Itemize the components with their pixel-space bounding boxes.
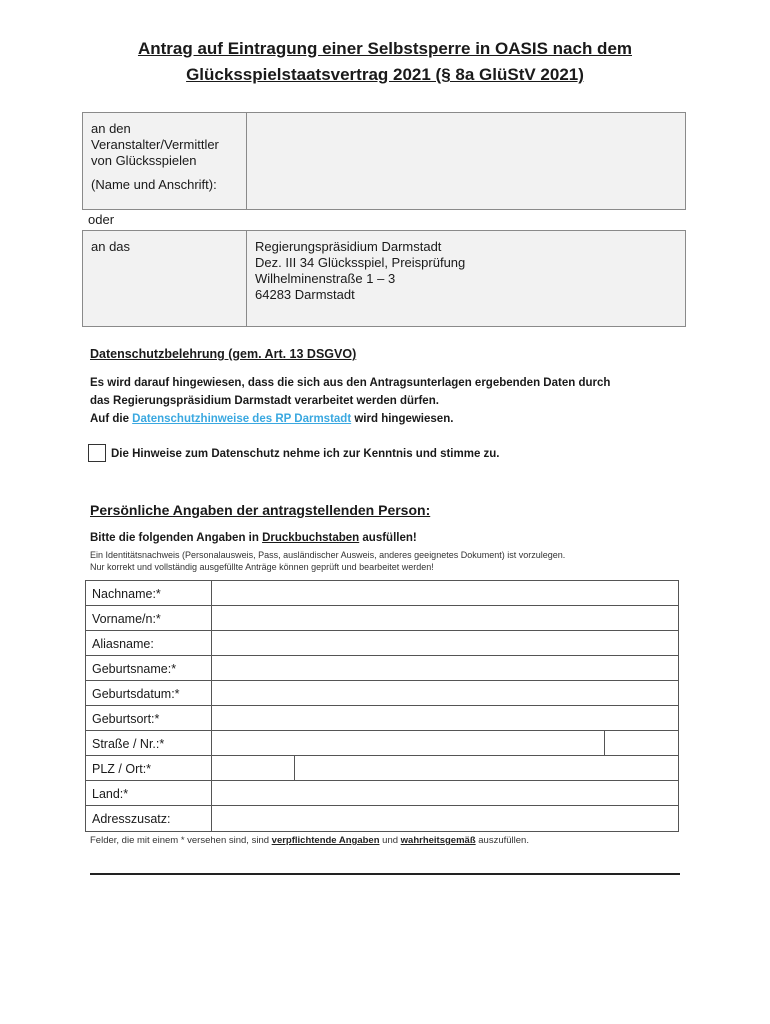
datenschutz-text <box>90 374 690 428</box>
rp-address <box>247 231 685 326</box>
recipient-label-line: von Glücksspielen <box>91 153 197 168</box>
form-row-geburtsort <box>86 706 678 731</box>
datenschutz-text-line: Es wird darauf hingewiesen, dass die sich aus den Antragsunterlagen ergebenden Daten durch <box>90 377 611 389</box>
document-title <box>60 36 710 88</box>
land-input[interactable] <box>212 781 678 805</box>
adresszusatz-input[interactable] <box>212 806 678 831</box>
address-line: Wilhelminenstraße 1 – 3 <box>255 271 396 286</box>
datenschutz-consent-checkbox[interactable] <box>88 444 106 462</box>
geburtsname-input[interactable] <box>212 656 678 680</box>
form-row-strasse <box>86 731 678 756</box>
form-row-geburtsname <box>86 656 678 681</box>
consent-label: Die Hinweise zum Datenschutz nehme ich zur Kenntnis und stimme zu. <box>111 448 500 460</box>
adresszusatz-label: Adresszusatz: <box>86 806 212 831</box>
hausnummer-input[interactable] <box>604 731 678 755</box>
form-row-vorname <box>86 606 678 631</box>
geburtsort-label: Geburtsort:* <box>86 706 212 730</box>
oder-label: oder <box>88 212 115 227</box>
address-line: Dez. III 34 Glücksspiel, Preisprüfung <box>255 255 466 270</box>
address-line: Regierungspräsidium Darmstadt <box>255 239 442 254</box>
horizontal-rule <box>90 873 680 875</box>
recipient-box-operator <box>82 112 686 210</box>
datenschutz-text-line: das Regierungspräsidium Darmstadt verarbeitet werden dürfen. <box>90 395 439 407</box>
recipient-label <box>83 113 247 209</box>
land-label: Land:* <box>86 781 212 805</box>
ort-input[interactable] <box>294 756 678 780</box>
recipient-label-line: Veranstalter/Vermittler <box>91 137 219 152</box>
name-address-label: (Name und Anschrift): <box>91 177 217 192</box>
title-line-1: Antrag auf Eintragung einer Selbstsperre in OASIS nach dem <box>137 39 633 58</box>
vorname-input[interactable] <box>212 606 678 630</box>
form-row-aliasname <box>86 631 678 656</box>
vorname-label: Vorname/n:* <box>86 606 212 630</box>
aliasname-input[interactable] <box>212 631 678 655</box>
aliasname-label: Aliasname: <box>86 631 212 655</box>
nachname-label: Nachname:* <box>86 581 212 605</box>
geburtsort-input[interactable] <box>212 706 678 730</box>
form-row-land <box>86 781 678 806</box>
strasse-label: Straße / Nr.:* <box>86 731 212 755</box>
operator-name-address-field[interactable] <box>247 113 685 209</box>
form-row-plz <box>86 756 678 781</box>
geburtsdatum-label: Geburtsdatum:* <box>86 681 212 705</box>
personal-data-note: Ein Identitätsnachweis (Personalausweis, Pass, ausländischer Ausweis, anderes geeignetes Dokument) ist vorzulegen. Nur korrekt und vollständig ausgefüllte Anträge können geprüft und bearbeitet werden! <box>90 550 566 572</box>
geburtsname-label: Geburtsname:* <box>86 656 212 680</box>
datenschutz-link[interactable]: Datenschutzhinweise des RP Darmstadt <box>132 413 352 425</box>
required-fields-note: Felder, die mit einem * versehen sind, sind verpflichtende Angaben und wahrheitsgemäß auszufüllen. <box>90 835 529 846</box>
recipient-label-line: an den <box>91 121 131 136</box>
datenschutz-title: Datenschutzbelehrung (gem. Art. 13 DSGVO) <box>90 347 357 361</box>
address-line: 64283 Darmstadt <box>255 287 355 302</box>
personal-data-instruction: Bitte die folgenden Angaben in Druckbuchstaben ausfüllen! <box>90 532 417 544</box>
title-line-2: Glücksspielstaatsvertrag 2021 (§ 8a GlüStV 2021) <box>186 65 584 84</box>
personal-data-title: Persönliche Angaben der antragstellenden Person: <box>90 502 431 518</box>
plz-label: PLZ / Ort:* <box>86 756 212 780</box>
nachname-input[interactable] <box>212 581 678 605</box>
strasse-input[interactable] <box>212 731 604 755</box>
personal-data-form <box>85 580 679 832</box>
plz-input[interactable] <box>212 756 294 780</box>
geburtsdatum-input[interactable] <box>212 681 678 705</box>
form-row-adresszusatz <box>86 806 678 831</box>
recipient-box-rp <box>82 230 686 327</box>
form-row-nachname <box>86 581 678 606</box>
datenschutz-text-line: Auf die Datenschutzhinweise des RP Darmstadt wird hingewiesen. <box>90 413 454 425</box>
recipient-label: an das <box>83 231 247 326</box>
form-row-geburtsdatum <box>86 681 678 706</box>
